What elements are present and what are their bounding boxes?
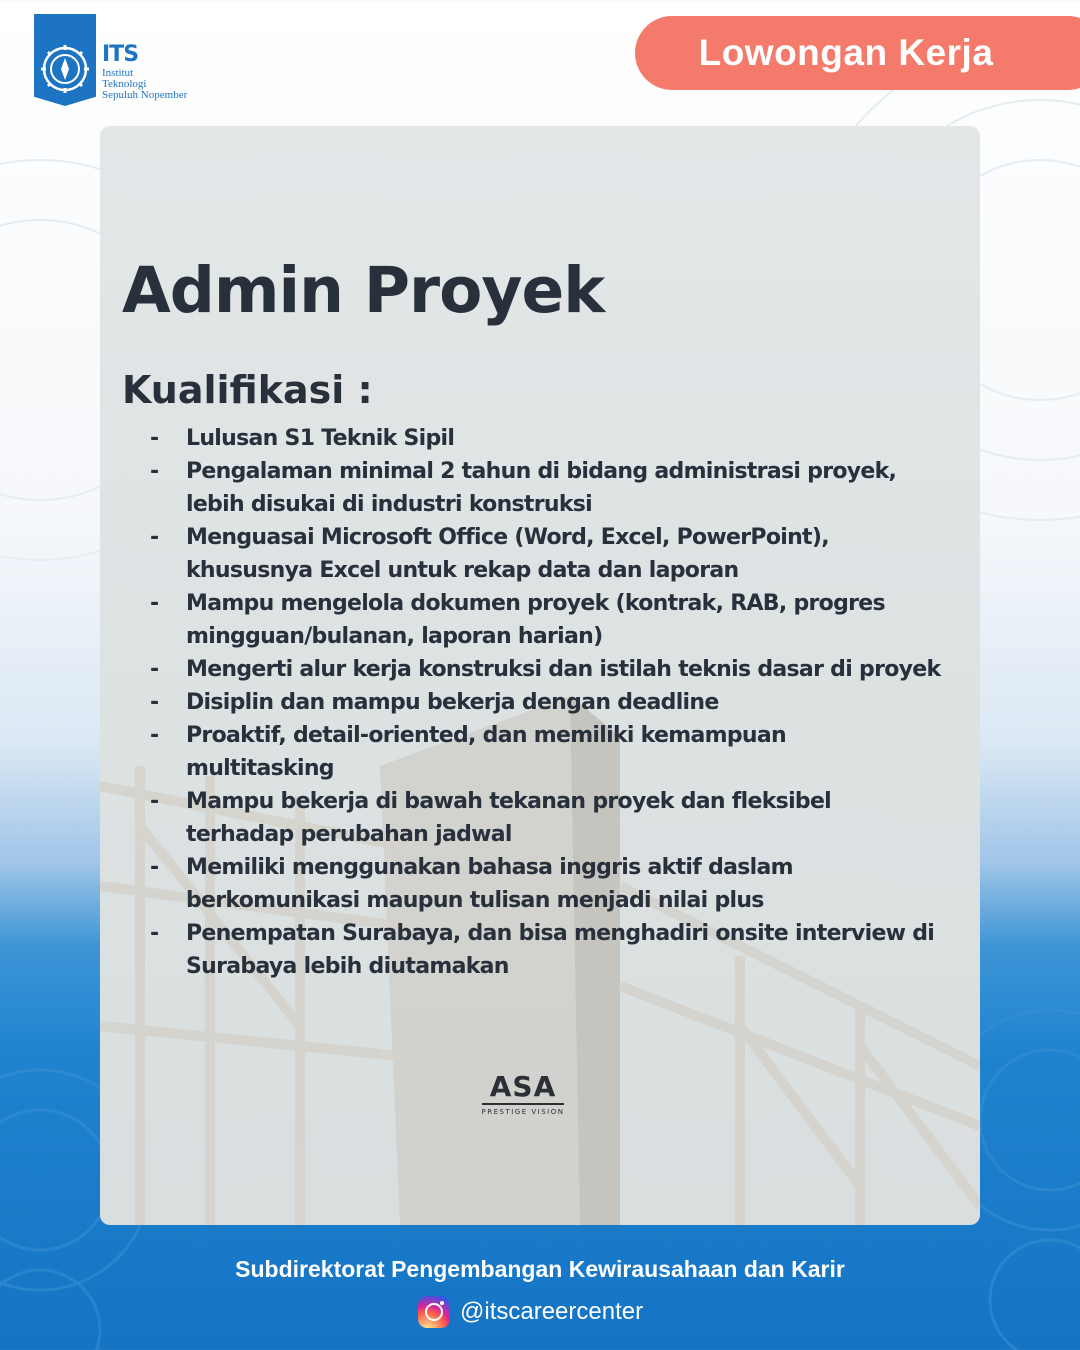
qualification-text: terhadap perubahan jadwal [186, 822, 512, 847]
qualification-text: multitasking [186, 756, 334, 781]
qualification-text: berkomunikasi maupun tulisan menjadi nilai plus [186, 888, 764, 913]
bullet-dash: - [150, 657, 159, 682]
company-logo-rule [482, 1103, 564, 1105]
instagram-icon [418, 1296, 450, 1328]
bullet-dash: - [150, 426, 159, 451]
qualification-text: mingguan/bulanan, laporan harian) [186, 624, 603, 649]
qualification-text: Disiplin dan mampu bekerja dengan deadline [186, 690, 719, 715]
logo-line: Institut [102, 67, 134, 79]
logo-subtitle [102, 68, 212, 101]
logo-line: Sepuluh Nopember [102, 89, 188, 101]
job-vacancy-badge [635, 16, 1080, 90]
qualification-item [150, 719, 970, 785]
qualification-item [150, 785, 970, 851]
bullet-dash: - [150, 591, 159, 616]
qualifications-list [150, 422, 970, 983]
qualification-item [150, 455, 970, 521]
qualification-text: Surabaya lebih diutamakan [186, 954, 509, 979]
bullet-dash: - [150, 459, 159, 484]
badge-label: Lowongan Kerja [698, 32, 994, 73]
job-card [100, 126, 980, 1225]
footer-title: Subdirektorat Pengembangan Kewirausahaan dan Karir [235, 1256, 845, 1282]
qualification-item [150, 422, 970, 455]
qualification-text: Menguasai Microsoft Office (Word, Excel, PowerPoint), [186, 525, 829, 550]
qualification-text: Mampu bekerja di bawah tekanan proyek dan fleksibel [186, 789, 832, 814]
qualification-text: Penempatan Surabaya, dan bisa menghadiri onsite interview di [186, 921, 935, 946]
qualifications-heading: Kualifikasi : [122, 368, 373, 412]
qualification-item [150, 917, 970, 983]
qualification-text: Lulusan S1 Teknik Sipil [186, 426, 455, 451]
its-logo [34, 14, 204, 108]
qualification-text: Proaktif, detail-oriented, dan memiliki kemampuan [186, 723, 786, 748]
qualification-item [150, 653, 970, 686]
job-title: Admin Proyek [122, 254, 605, 327]
qualification-text: Memiliki menggunakan bahasa inggris aktif daslam [186, 855, 793, 880]
its-shield-icon [34, 14, 96, 106]
instagram-handle[interactable]: @itscareercenter [460, 1298, 644, 1325]
bullet-dash: - [150, 789, 159, 814]
qualification-text: Mengerti alur kerja konstruksi dan istilah teknis dasar di proyek [186, 657, 941, 682]
bullet-dash: - [150, 921, 159, 946]
qualification-item [150, 686, 970, 719]
bullet-dash: - [150, 690, 159, 715]
instagram-link[interactable] [418, 1294, 643, 1330]
qualification-text: Mampu mengelola dokumen proyek (kontrak, RAB, progres [186, 591, 885, 616]
logo-brand: ITS [102, 42, 139, 67]
qualification-text: khususnya Excel untuk rekap data dan laporan [186, 558, 739, 583]
bullet-dash: - [150, 723, 159, 748]
logo-line: Teknologi [102, 78, 147, 90]
qualification-text: lebih disukai di industri konstruksi [186, 492, 593, 517]
bullet-dash: - [150, 855, 159, 880]
company-logo [480, 1072, 566, 1120]
qualification-text: Pengalaman minimal 2 tahun di bidang administrasi proyek, [186, 459, 897, 484]
qualification-item [150, 521, 970, 587]
company-logo-name: ASA [489, 1070, 557, 1103]
qualification-item [150, 587, 970, 653]
qualification-item [150, 851, 970, 917]
bullet-dash: - [150, 525, 159, 550]
company-logo-tagline: PRESTIGE VISION [481, 1108, 565, 1116]
